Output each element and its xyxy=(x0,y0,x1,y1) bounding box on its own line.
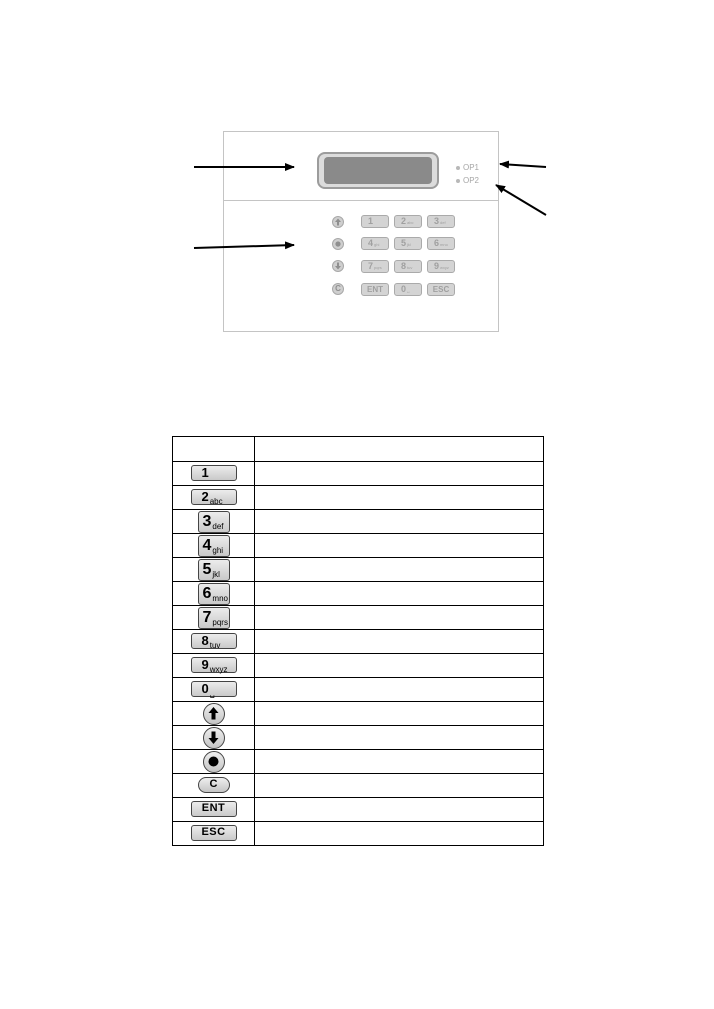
table-row xyxy=(173,534,544,558)
key-cell xyxy=(173,750,255,774)
table-row xyxy=(173,774,544,798)
description-cell xyxy=(255,606,544,630)
device-key-sub: def xyxy=(440,220,446,225)
key-cell xyxy=(173,630,255,654)
key-label: 3 xyxy=(202,512,212,530)
description-cell xyxy=(255,462,544,486)
device-key-label: 9 xyxy=(434,261,440,271)
table-row xyxy=(173,702,544,726)
key-cell xyxy=(173,606,255,630)
device-key-sub: wxyz xyxy=(440,265,449,270)
key-7-button xyxy=(198,607,230,629)
table-row xyxy=(173,822,544,846)
description-cell xyxy=(255,582,544,606)
key-cell xyxy=(173,558,255,582)
device-key-label: 4 xyxy=(368,238,374,248)
key-sub-label: pqrs xyxy=(212,617,228,627)
led-op2-label: OP2 xyxy=(463,176,480,185)
key-cell xyxy=(173,486,255,510)
key-cell xyxy=(173,678,255,702)
key-label: 6 xyxy=(202,584,212,602)
description-cell xyxy=(255,630,544,654)
device-key-sub: abc xyxy=(407,220,414,225)
description-cell xyxy=(255,822,544,846)
arrow-to-op2 xyxy=(496,185,546,215)
key-2-button xyxy=(191,489,237,505)
key-cell xyxy=(173,654,255,678)
key-sub-label: ␣ xyxy=(209,689,215,699)
description-cell xyxy=(255,534,544,558)
description-cell xyxy=(255,558,544,582)
table-row xyxy=(173,486,544,510)
key-cell xyxy=(173,822,255,846)
device-key-label: 5 xyxy=(401,238,407,248)
table-row xyxy=(173,726,544,750)
description-cell xyxy=(255,774,544,798)
dot-icon xyxy=(203,751,225,773)
table-row xyxy=(173,750,544,774)
key-cell xyxy=(173,774,255,798)
arrow-to-keys xyxy=(194,245,294,248)
description-cell xyxy=(255,726,544,750)
key-sub-label: def xyxy=(212,521,224,531)
callout-arrows xyxy=(0,0,714,420)
table-row xyxy=(173,510,544,534)
key-1-button xyxy=(191,465,237,481)
key-sub-label: ghi xyxy=(212,545,224,555)
key-cell xyxy=(173,798,255,822)
description-cell xyxy=(255,750,544,774)
key-label: 5 xyxy=(202,560,212,578)
device-key-label: 2 xyxy=(401,216,407,226)
table-row xyxy=(173,798,544,822)
table-row xyxy=(173,630,544,654)
device-c-button: C xyxy=(332,283,344,295)
description-cell xyxy=(255,678,544,702)
table-row xyxy=(173,558,544,582)
key-9-button xyxy=(191,657,237,673)
key-label: 0 xyxy=(201,681,209,697)
device-key-label: 7 xyxy=(368,261,374,271)
key-sub-label: abc xyxy=(209,497,223,507)
key-description-table xyxy=(172,436,544,846)
device-key-label: 0 xyxy=(401,284,407,294)
device-key-label: ENT xyxy=(367,285,383,294)
key-label: 2 xyxy=(201,489,209,505)
key-cell xyxy=(173,726,255,750)
device-key-label: 6 xyxy=(434,238,440,248)
device-key-sub: ghi xyxy=(374,242,380,247)
key-0-button xyxy=(191,681,237,697)
description-cell xyxy=(255,798,544,822)
table-row xyxy=(173,678,544,702)
up-arrow-icon xyxy=(203,703,225,725)
device-key-sub: tuv xyxy=(407,265,413,270)
key-4-button xyxy=(198,535,230,557)
table-header-row xyxy=(173,437,544,462)
key-label: 7 xyxy=(202,608,212,626)
key-label: 1 xyxy=(201,465,209,481)
device-key-sub: ␣ xyxy=(407,288,410,293)
device-key-sub: pqrs xyxy=(374,265,382,270)
key-cell xyxy=(173,702,255,726)
key-6-button xyxy=(198,583,230,605)
table-row xyxy=(173,582,544,606)
key-label: 9 xyxy=(201,657,209,673)
arrow-to-op1 xyxy=(500,164,546,167)
key-8-button xyxy=(191,633,237,649)
device-key-label: 8 xyxy=(401,261,407,271)
key-sub-label: mno xyxy=(212,593,228,603)
key-cell xyxy=(173,582,255,606)
key-5-button xyxy=(198,559,230,581)
table-row xyxy=(173,462,544,486)
key-cell xyxy=(173,462,255,486)
key-esc-button: ESC xyxy=(191,825,237,841)
key-3-button xyxy=(198,511,230,533)
key-ent-button: ENT xyxy=(191,801,237,817)
key-sub-label: jkl xyxy=(212,569,220,579)
down-arrow-icon xyxy=(203,727,225,749)
device-key-label: 3 xyxy=(434,216,440,226)
key-label: 8 xyxy=(201,633,209,649)
key-sub-label: tuv xyxy=(209,641,221,651)
device-key-label: 1 xyxy=(368,216,374,226)
device-key-sub: jkl xyxy=(407,242,411,247)
description-cell xyxy=(255,654,544,678)
description-cell xyxy=(255,486,544,510)
table-row xyxy=(173,606,544,630)
table-header-key xyxy=(173,437,255,462)
key-sub-label: wxyz xyxy=(209,665,228,675)
table-row xyxy=(173,654,544,678)
key-c-button: C xyxy=(198,777,230,793)
led-op1-label: OP1 xyxy=(463,163,480,172)
key-cell xyxy=(173,510,255,534)
key-label: 4 xyxy=(202,536,212,554)
table-header-description xyxy=(255,437,544,462)
key-cell xyxy=(173,534,255,558)
description-cell xyxy=(255,702,544,726)
description-cell xyxy=(255,510,544,534)
device-key-sub: mno xyxy=(440,242,448,247)
device-key-label: ESC xyxy=(432,285,450,294)
